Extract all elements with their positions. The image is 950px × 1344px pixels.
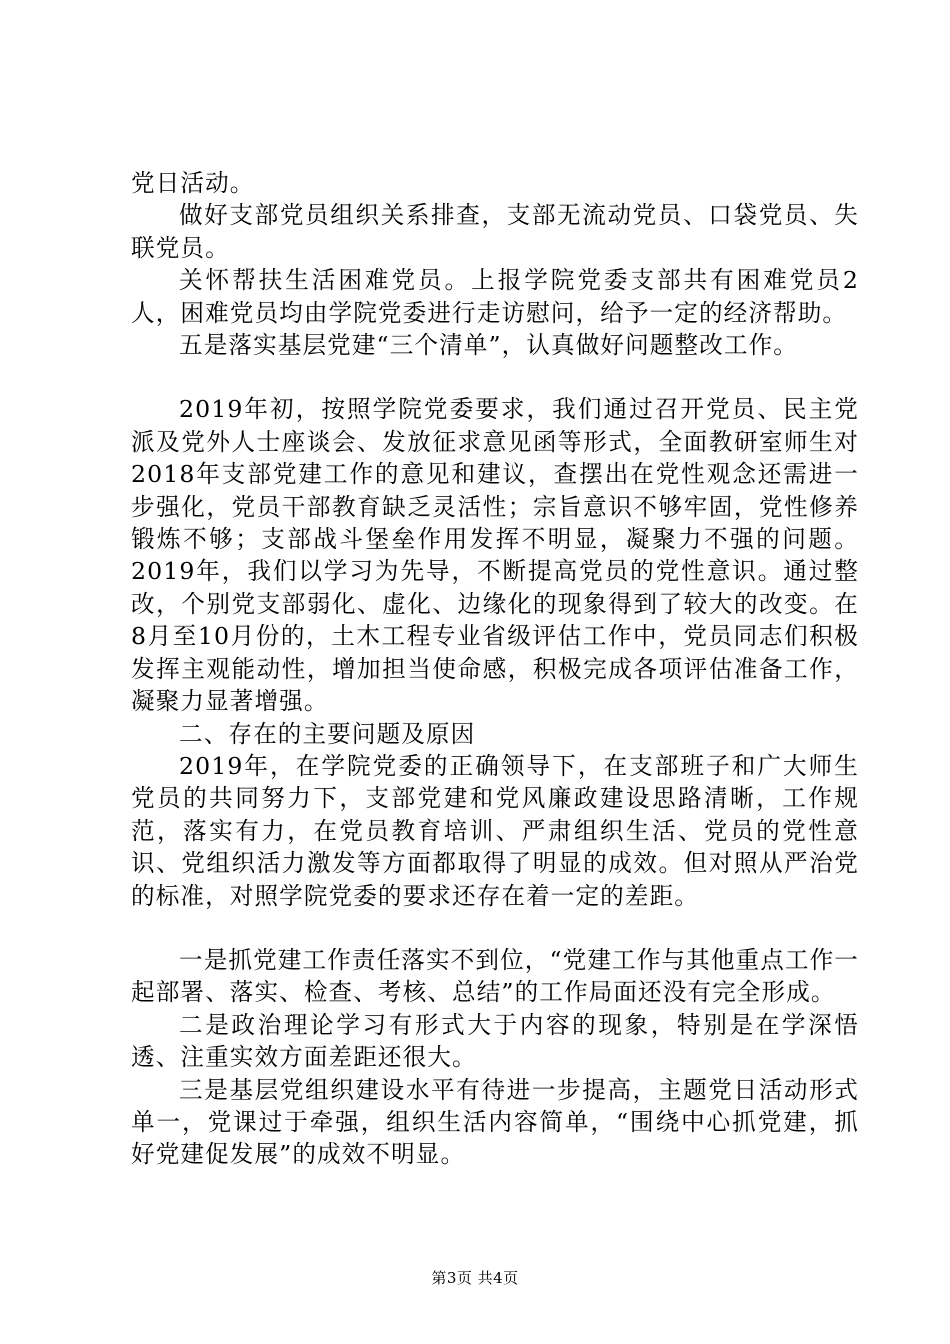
paragraph-membership-check: 做好支部党员组织关系排查，支部无流动党员、口袋党员、失联党员。 [131,201,859,262]
paragraph-overview-2019: 2019年，在学院党委的正确领导下，在支部班子和广大师生党员的共同努力下，支部党建和党风廉政建设思路清晰，工作规范，落实有力，在党员教育培训、严肃组织生活、党员的党性意识、党组织活力激发等方面都取得了明显的成效。但对照从严治党的标准，对照学院党委的要求还存在着一定的差距。 [131,751,859,910]
paragraph-problem-two: 二是政治理论学习有形式大于内容的现象，特别是在学深悟透、注重实效方面差距还很大。 [131,1010,859,1072]
page-footer [0,1268,950,1288]
section-heading-problems: 二、存在的主要问题及原因 [179,719,476,748]
page-number: 第3页 共4页 [431,1269,519,1287]
paragraph-support-members: 关怀帮扶生活困难党员。上报学院党委支部共有困难党员2人，困难党员均由学院党委进行走访慰问，给予一定的经济帮助。 [131,266,859,327]
paragraph-continuation: 党日活动。 [131,169,255,197]
paragraph-problem-one: 一是抓党建工作责任落实不到位，“党建工作与其他重点工作一起部署、落实、检查、考核、总结”的工作局面还没有完全形成。 [131,945,859,1007]
paragraph-problem-three: 三是基层党组织建设水平有待进一步提高，主题党日活动形式单一，党课过于牵强，组织生活内容简单，“围绕中心抓党建，抓好党建促发展”的成效不明显。 [131,1075,859,1169]
paragraph-rectification: 2019年初，按照学院党委要求，我们通过召开党员、民主党派及党外人士座谈会、发放征求意见函等形式，全面教研室师生对2018年支部党建工作的意见和建议，查摆出在党性观念还需进一步强化，党员干部教育缺乏灵活性；宗旨意识不够牢固，党性修养锻炼不够；支部战斗堡垒作用发挥不明显，凝聚力不强的问题。2019年，我们以学习为先导，不断提高党员的党性意识。通过整改，个别党支部弱化、虚化、边缘化的现象得到了较大的改变。在8月至10月份的，土木工程专业省级评估工作中，党员同志们积极发挥主观能动性，增加担当使命感，积极完成各项评估准备工作，凝聚力显著增强。 [131,395,859,716]
document-body [131,167,859,1171]
paragraph-three-lists: 五是落实基层党建“三个清单”，认真做好问题整改工作。 [179,331,798,360]
